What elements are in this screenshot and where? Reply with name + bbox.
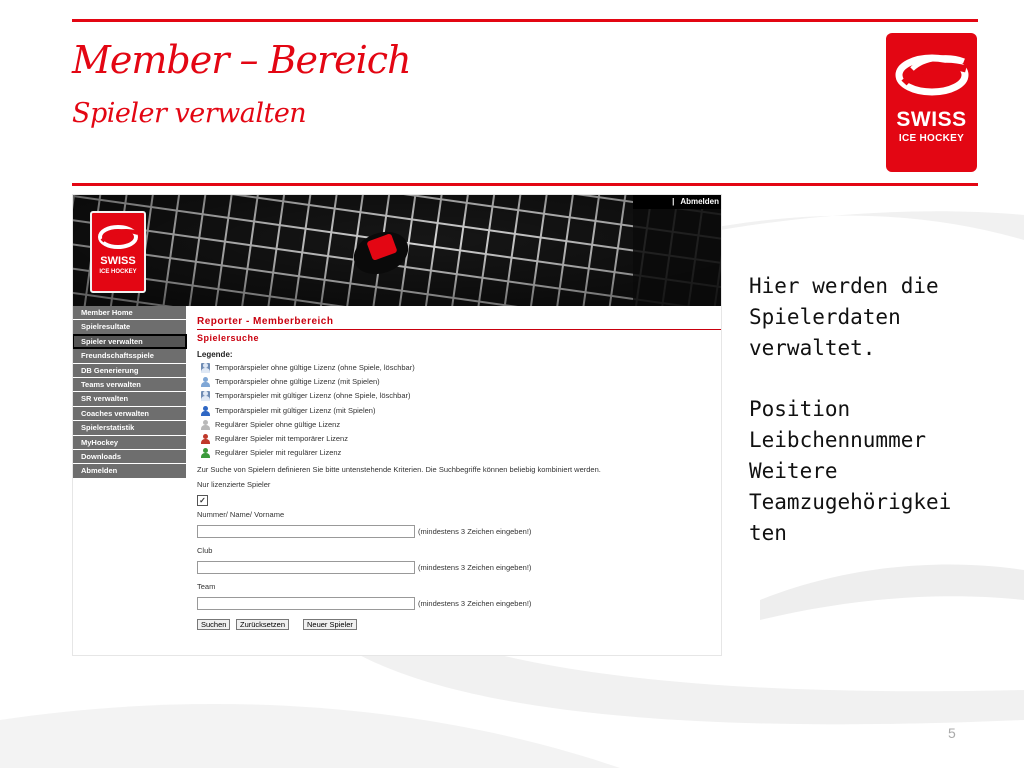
member-area-screenshot [72,194,722,656]
description-line: ten [749,520,787,545]
side-description [749,271,1009,548]
legend-item [201,405,375,417]
sidebar-item[interactable]: DB Generierung [73,364,186,377]
player-icon [201,406,210,416]
reset-button[interactable]: Zurücksetzen [236,619,289,630]
sidebar-item[interactable]: MyHockey [73,436,186,449]
new-player-button[interactable]: Neuer Spieler [303,619,357,630]
player-icon [201,434,210,444]
logout-link[interactable] [633,195,722,209]
puck-icon [349,223,413,277]
description-line: Leibchennummer [749,428,927,453]
description-line: Teamzugehörigkei [749,489,952,514]
player-icon [201,377,210,387]
sidebar-item[interactable]: Abmelden [73,464,186,477]
search-button[interactable]: Suchen [197,619,230,630]
legend-label: Regulärer Spieler mit temporärer Lizenz [215,434,348,443]
sidebar-item[interactable]: Downloads [73,450,186,463]
legend-item [201,362,415,374]
sidebar-item[interactable]: Teams verwalten [73,378,186,391]
team-field-label: Team [197,582,216,591]
top-rule [72,19,978,22]
puck-swoosh-icon [894,43,969,103]
legend-item [201,433,348,445]
slide-title: Member – Bereich [72,38,411,82]
licensed-only-checkbox[interactable]: ✓ [197,495,208,506]
description-line: verwaltet. [749,335,876,360]
logout-separator: | [672,197,675,206]
swiss-ice-hockey-logo [886,33,977,172]
description-line: Hier werden die [749,274,939,298]
reporter-header-title: Reporter - Memberbereich [197,316,334,327]
mini-logo-word-ice-hockey: ICE HOCKEY [99,269,137,275]
description-line: Weitere [749,458,838,483]
team-search-input[interactable] [197,597,415,610]
licensed-only-label: Nur lizenzierte Spieler [197,480,271,489]
description-para-1 [749,271,1009,363]
section-title: Spielersuche [197,333,260,343]
team-field-help: (mindestens 3 Zeichen eingeben!) [418,599,532,608]
legend-heading: Legende: [197,350,233,359]
sidebar-item[interactable]: SR verwalten [73,392,186,405]
legend-item [201,419,340,431]
sidebar-item[interactable]: Spielresultate [73,320,186,333]
hockey-net-banner [73,195,722,306]
mini-puck-swoosh-icon [94,217,142,257]
description-line: Position [749,397,851,422]
player-icon [201,420,210,430]
logout-label: Abmelden [680,197,719,206]
club-field-label: Club [197,546,213,555]
logo-word-swiss: SWISS [896,108,967,131]
legend-label: Temporärspieler ohne gültige Lizenz (mit Spielen) [215,377,380,387]
header-bottom-rule [72,183,978,186]
name-field-label: Nummer/ Name/ Vorname [197,510,285,519]
legend-item [201,376,380,388]
club-search-input[interactable] [197,561,415,574]
player-icon [201,448,210,458]
legend-label: Temporärspieler mit gültiger Lizenz (mit Spielen) [215,405,376,415]
sidebar-item[interactable]: Spieler verwalten [73,335,186,348]
mini-swiss-ice-hockey-logo [90,211,146,293]
legend-item [201,447,341,459]
name-field-help: (mindestens 3 Zeichen eingeben!) [418,527,532,536]
legend-item [201,390,411,402]
content-divider [197,329,722,330]
box-player-icon [201,363,210,373]
logo-word-ice-hockey: ICE HOCKEY [898,133,965,144]
name-search-input[interactable] [197,525,415,538]
club-field-help: (mindestens 3 Zeichen eingeben!) [418,563,532,572]
mini-logo-word-swiss: SWISS [100,255,136,267]
legend-label: Temporärspieler ohne gültige Lizenz (ohne Spiele, löschbar) [215,363,415,372]
legend-label: Regulärer Spieler mit regulärer Lizenz [215,448,342,458]
sidebar-item[interactable]: Spielerstatistik [73,421,186,434]
page-number: 5 [948,725,956,741]
legend-label: Temporärspieler mit gültiger Lizenz (ohne Spiele, löschbar) [215,391,411,401]
legend-label: Regulärer Spieler ohne gültige Lizenz [215,419,341,429]
paragraph-gap [749,363,1009,394]
description-line: Spielerdaten [749,304,901,329]
sidebar-nav [73,306,186,479]
sidebar-item[interactable]: Freundschaftsspiele [73,349,186,362]
sidebar-item[interactable]: Member Home [73,306,186,319]
search-hint: Zur Suche von Spielern definieren Sie bitte untenstehende Kriterien. Die Suchbegriffe können beliebig kombiniert werden. [197,465,601,474]
sidebar-item[interactable]: Coaches verwalten [73,407,186,420]
box-player-icon [201,391,210,401]
slide-subtitle: Spieler verwalten [72,98,307,129]
description-para-2 [749,394,1009,548]
